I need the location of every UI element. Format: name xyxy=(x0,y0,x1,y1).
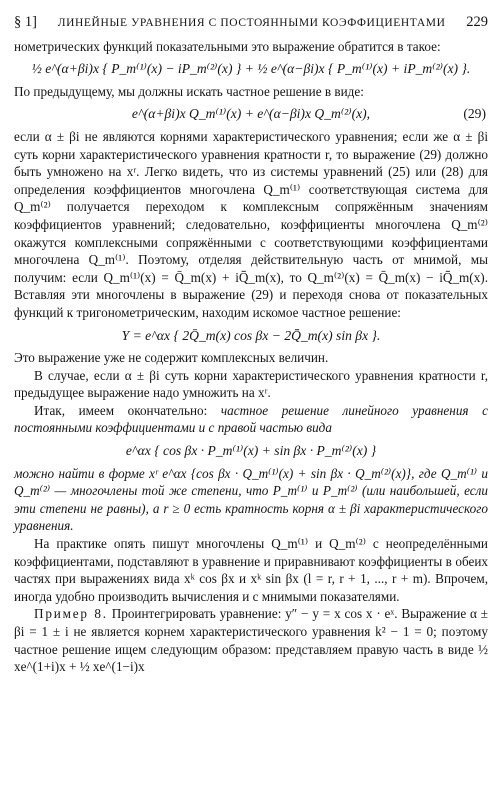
equation-29-text: e^(α+βi)x Q_m⁽¹⁾(x) + e^(α−βi)x Q_m⁽²⁾(x), xyxy=(131,106,371,122)
equation-29 xyxy=(14,105,488,123)
example-8-label: Пример 8. xyxy=(34,606,108,622)
equation-4-text: e^αx { cos βx · P_m⁽¹⁾(x) + sin βx · P_m⁽²⁾(x) } xyxy=(125,443,377,459)
paragraph-4: Это выражение уже не содержит комплексных величин. xyxy=(14,350,329,366)
paragraph-1: нометрических функций показательными это выражение обратится в такое: xyxy=(14,38,441,54)
equation-right-side-form xyxy=(14,442,488,460)
paragraph-8: На практике опять пишут многочлены Q_m⁽¹⁾ и Q_m⁽²⁾ с неопределёнными коэффициентами, подставляют в уравнение и приравнивают коэффициенты в обеих частях при выражениях вида xᵏ cos βx и xᵏ sin βx (l = r, r + 1, ..., r + m). Впрочем, иногда удобно производить вычисления и с мнимыми показателями. xyxy=(14,536,488,604)
paragraph-3: если α ± βi не являются корнями характеристического уравнения; если же α ± βi суть корни характеристического уравнения кратности r, то выражение (29) должно быть умножено на xʳ. Легко видеть, что из системы уравнений (25) или (28) для определения коэффициентов многочлена Q_m⁽¹⁾ соответствующая система для Q_m⁽²⁾ получается переходом к комплексным сопряжённым значениям коэффициентов уравнений; следовательно, коэффициенты многочлена Q_m⁽²⁾ окажутся комплексными сопряжёнными с соответствующими коэффициентами многочлена Q_m⁽¹⁾. Поэтому, отделяя действительную часть от мнимой, мы получим: если Q_m⁽¹⁾(x) = Q̄_m(x) + iQ̄̄_m(x), то Q_m⁽²⁾(x) = Q̄_m(x) − iQ̄̄_m(x). Вставляя эти многочлены в выражение (29) и переходя снова от показательных функций к тригонометрическим, находим искомое частное решение: xyxy=(14,128,488,320)
equation-1-text: ½ e^(α+βi)x { P_m⁽¹⁾(x) − iP_m⁽²⁾(x) } + ½ e^(α−βi)x { P_m⁽¹⁾(x) + iP_m⁽²⁾(x) }. xyxy=(31,61,471,77)
paragraph-6-statement: частное решение линейного уравнения с постоянными коэффициентами и с правой частью вида xyxy=(14,402,488,436)
paragraph-6-lead: Итак, имеем окончательно: xyxy=(34,402,221,418)
equation-expanded-form xyxy=(14,60,488,78)
paragraph-2: По предыдущему, мы должны искать частное решение в виде: xyxy=(14,83,364,99)
running-title: ЛИНЕЙНЫЕ УРАВНЕНИЯ С ПОСТОЯННЫМИ КОЭФФИЦИЕНТАМИ xyxy=(57,17,446,29)
equation-3-text: Y = e^αx { 2Q̄_m(x) cos βx − 2Q̄̄_m(x) sin βx }. xyxy=(121,327,381,343)
equation-particular-solution xyxy=(14,327,488,345)
section-reference: § 1] xyxy=(14,14,37,30)
running-header xyxy=(14,14,488,33)
paragraph-7-theorem: можно найти в форме xʳ e^αx {cos βx · Q_m⁽¹⁾(x) + sin βx · Q_m⁽²⁾(x)}, где Q_m⁽¹⁾ и Q_m⁽²⁾ — многочлены той же степени, что P_m⁽¹⁾ и P_m⁽²⁾ (или наибольшей, если эти степени не равны), а r ≥ 0 есть кратность корня α ± βi характеристического уравнения. xyxy=(14,465,488,534)
example-8-paragraph xyxy=(14,605,488,675)
page-number: 229 xyxy=(466,14,488,30)
paragraph-5: В случае, если α ± βi суть корни характеристического уравнения кратности r, предыдущее выражение надо умножить на xʳ. xyxy=(14,367,488,401)
equation-29-number: (29) xyxy=(463,106,486,122)
example-8-text: Проинтегрировать уравнение: y″ − y = x cos x · eˣ. Выражение α ± βi = 1 ± i не является корнем характеристического уравнения k² − 1 = 0; поэтому частное решение ищем следующим образом: представляем правую часть в виде ½ xe^(1+i)x + ½ xe^(1−i)x xyxy=(14,606,488,675)
paragraph-6 xyxy=(14,402,488,437)
